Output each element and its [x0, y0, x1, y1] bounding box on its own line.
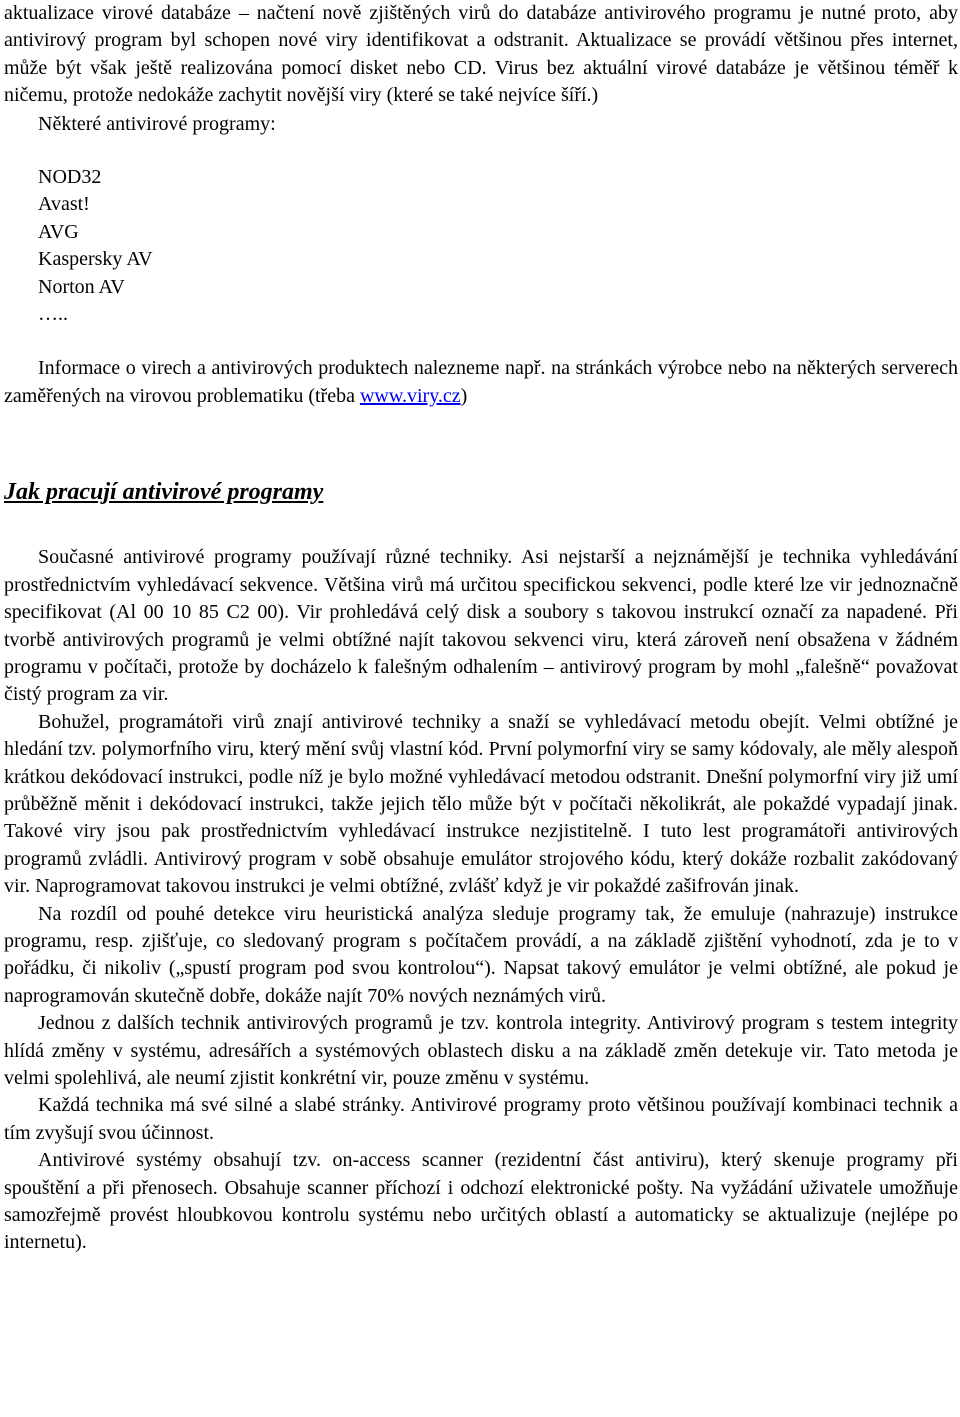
viry-cz-link[interactable]: www.viry.cz	[359, 384, 461, 407]
list-item: NOD32	[38, 166, 102, 189]
list-item: Avast!	[38, 193, 90, 216]
section-paragraph: Jednou z dalších technik antivirových programů je tzv. kontrola integrity. Antivirový program s testem integrity hlídá změny v systému, adresářích a systémových oblastech disku a na základě změn detekuje vir. Tato metoda je velmi spolehlivá, ale neumí zjistit konkrétní vir, pouze změnu v systému.	[4, 1012, 958, 1089]
section-paragraph: Na rozdíl od pouhé detekce viru heuristická analýza sleduje programy tak, že emuluje (nahrazuje) instrukce programu, resp. zjišťuje, co sledovaný program s počítačem provádí, a na základě zjištění vyhodnotí, zda je to v pořádku, či nikoliv („spustí program pod svou kontrolou“). Napsat takový emulátor je velmi obtížné, ale pokud je naprogramován skutečně dobře, dokáže najít 70% nových neznámých virů.	[4, 902, 958, 1007]
program-list-heading: Některé antivirové programy:	[38, 112, 276, 135]
section-heading: Jak pracují antivirové programy	[4, 479, 324, 506]
list-item: Norton AV	[38, 275, 125, 298]
list-item: Kaspersky AV	[38, 248, 153, 271]
intro-paragraph: aktualizace virové databáze – načtení nově zjištěných virů do databáze antivirového programu je nutné proto, aby antivirový program byl schopen nové viry identifikovat a odstranit. Aktualizace se provádí většinou přes internet, může být však ještě realizována pomocí disket nebo CD. Virus bez aktuální virové databáze je většinou téměř k ničemu, protože nedokáže zachytit novější viry (které se také nejvíce šíří.)	[4, 2, 958, 107]
info-text: Informace o virech a antivirových produktech nalezneme např. na stránkách výrobce nebo na některých serverech zaměřených na virovou problematiku (třeba	[4, 357, 958, 407]
info-text-end: )	[460, 384, 468, 407]
section-paragraph: Každá technika má své silné a slabé stránky. Antivirové programy proto většinou používají kombinaci technik a tím zvyšují svou účinnost.	[4, 1094, 958, 1144]
section-paragraph: Současné antivirové programy používají různé techniky. Asi nejstarší a nejznámější je technika vyhledávání prostřednictvím vyhledávací sekvence. Většina virů má určitou specifickou sekvenci, podle které lze vir jednoznačně specifikovat (Al 00 10 85 C2 00). Vir prohledává celý disk a soubory s takovou instrukcí označí za napadené. Při tvorbě antivirových programů je velmi obtížné najít takovou sekvenci viru, která zároveň není obsažena v žádném programu v počítači, protože by docházelo k falešným odhalením – antivirový program by mohl „falešně“ považovat čistý program za vir.	[4, 546, 958, 706]
antivirus-program-list	[4, 164, 958, 328]
info-paragraph	[4, 355, 958, 410]
list-item: …..	[38, 303, 68, 326]
list-item: AVG	[38, 220, 79, 243]
section-paragraph: Bohužel, programátoři virů znají antivirové techniky a snaží se vyhledávací metodu obejít. Velmi obtížné je hledání tzv. polymorfního viru, který mění svůj vlastní kód. První polymorfní viry se samy kódovaly, ale měly alespoň krátkou dekódovací instrukci, podle níž je bylo možné vyhledávací metodou odstranit. Dnešní polymorfní viry již umí průběžně měnit i dekódovací instrukci, takže jejich tělo může být v počítači několikrát, ale pokaždé vypadají jinak. Takové viry jsou pak prostřednictvím vyhledávací instrukce nezjistitelně. I tuto lest programátoři antivirových programů zvládli. Antivirový program v sobě obsahuje emulátor strojového kódu, který dokáže rozbalit zakódovaný vir. Naprogramovat takovou instrukci je velmi obtížné, zvlášť když je vir pokaždé zašifrován jinak.	[4, 710, 958, 898]
section-paragraph: Antivirové systémy obsahují tzv. on-access scanner (rezidentní část antiviru), který skenuje programy při spouštění a při přenosech. Obsahuje scanner příchozí i odchozí elektronické pošty. Na vyžádání uživatele umožňuje samozřejmě provést hloubkovou kontrolu systému nebo určitých oblastí a automaticky se aktualizuje (nejlépe po internetu).	[4, 1149, 958, 1254]
document-page	[4, 0, 958, 1257]
